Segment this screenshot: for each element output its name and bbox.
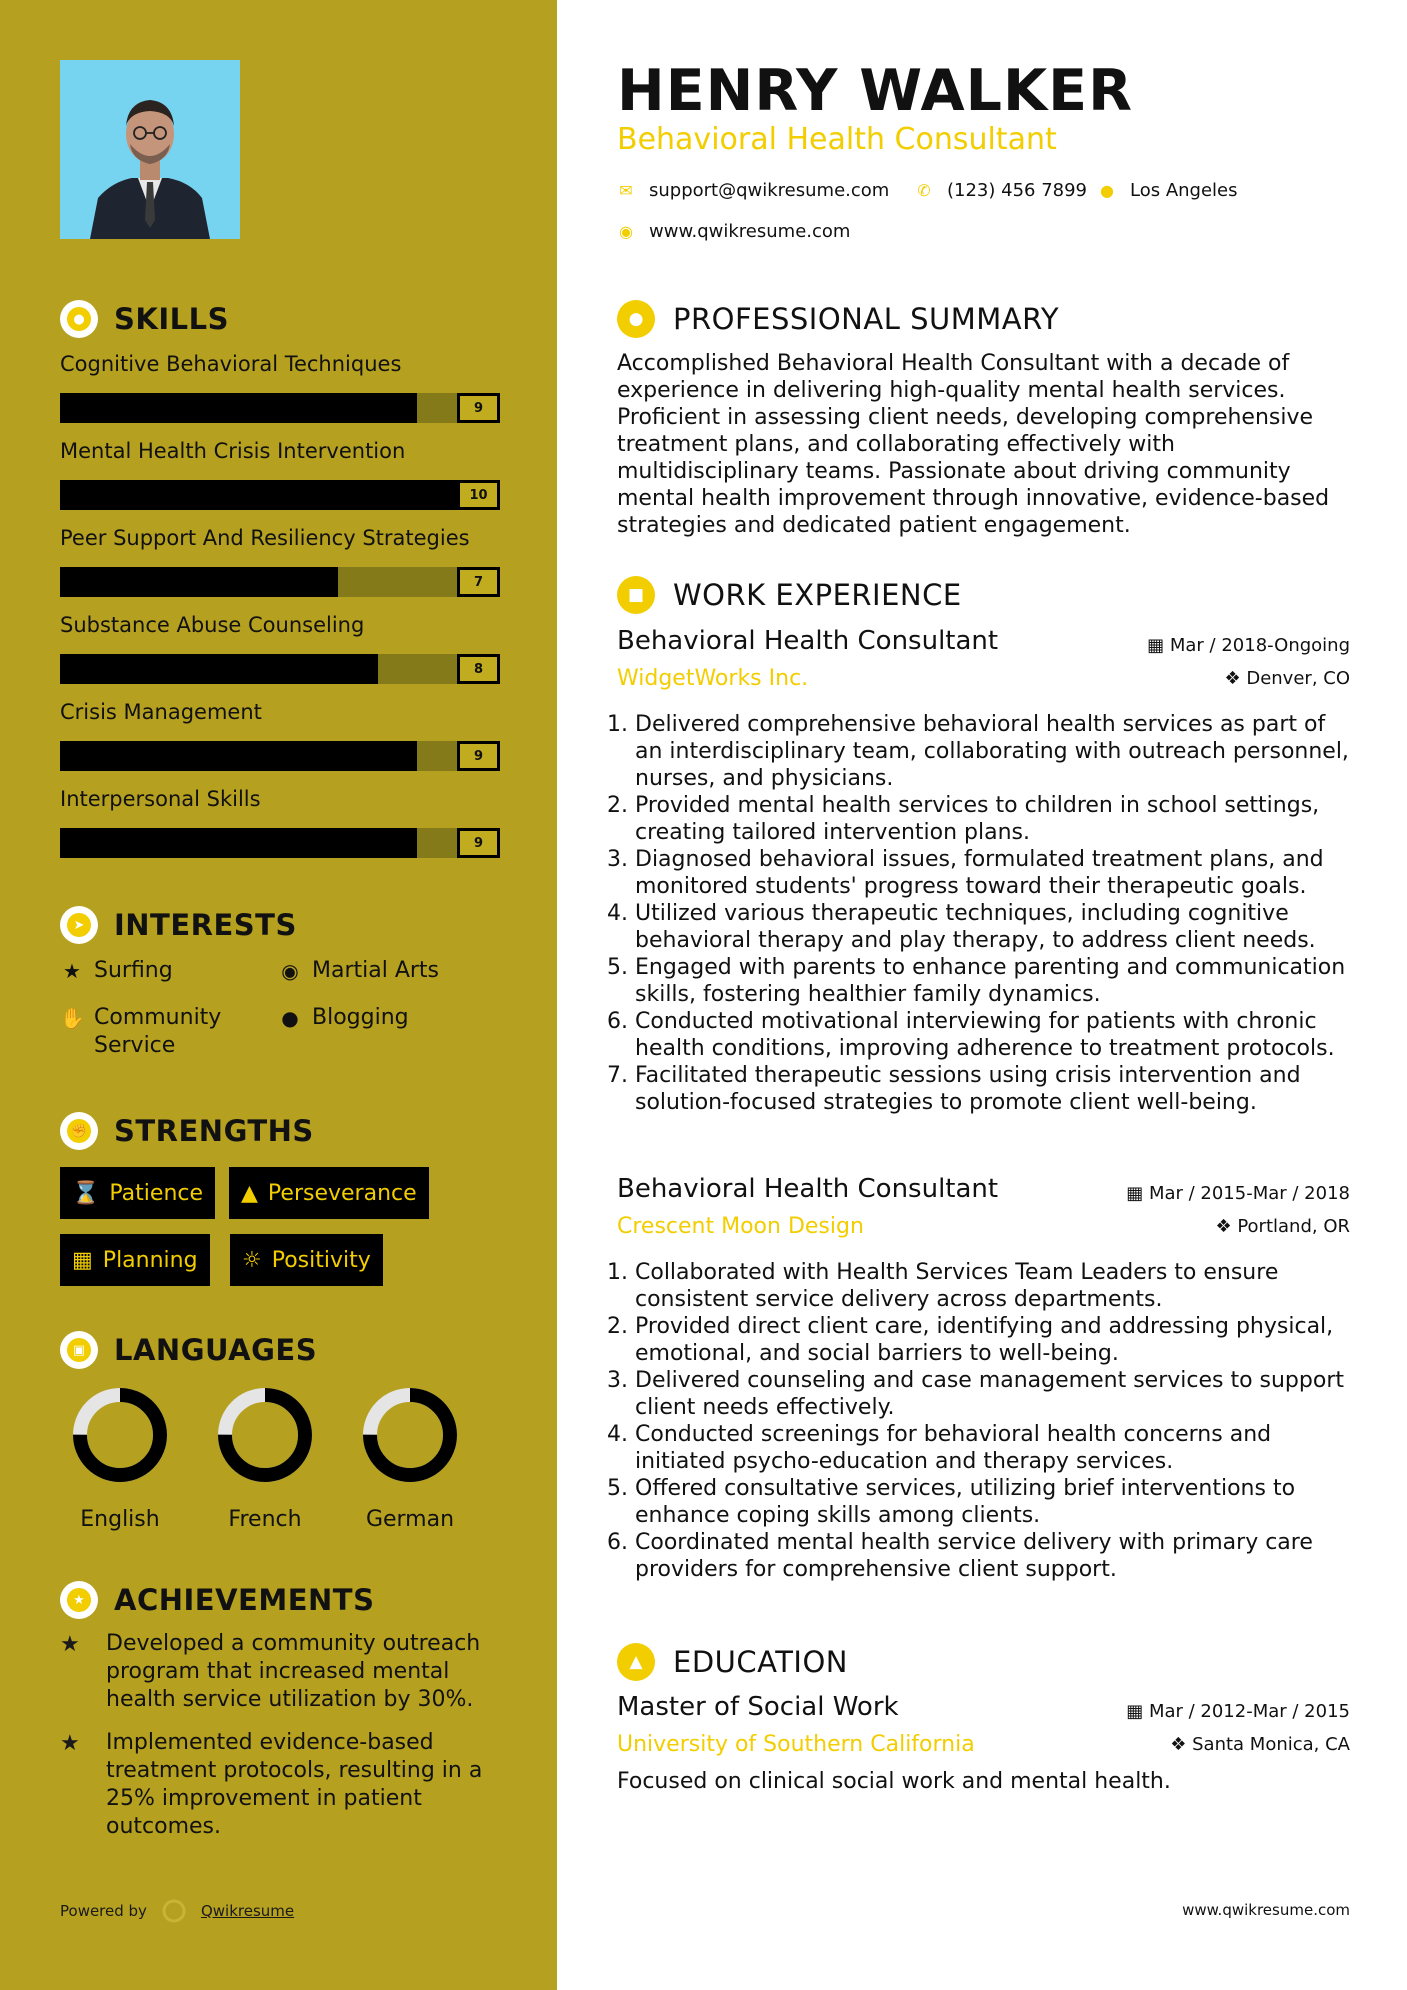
pin-icon: ❖	[1215, 1216, 1238, 1237]
job-title: Behavioral Health Consultant	[617, 1174, 999, 1204]
skill-item	[60, 613, 500, 684]
job-date-text: Mar / 2015-Mar / 2018	[1148, 1183, 1350, 1204]
skill-score: 9	[457, 828, 500, 858]
strength-label: Positivity	[271, 1247, 371, 1273]
job-location-text: Denver, CO	[1246, 668, 1350, 689]
job-entry	[617, 626, 1350, 1116]
skill-name: Cognitive Behavioral Techniques	[60, 352, 402, 376]
phone-text: (123) 456 7899	[947, 180, 1088, 201]
map-pin-icon: ●	[1100, 181, 1114, 200]
summary-header	[617, 300, 1059, 338]
skill-fill	[60, 654, 378, 684]
skill-score: 10	[457, 480, 500, 510]
skill-score: 9	[457, 393, 500, 423]
strength-label: Planning	[102, 1247, 198, 1273]
strength-badge	[230, 1234, 383, 1286]
skill-bar	[60, 828, 500, 858]
qwikresume-link[interactable]: Qwikresume	[200, 1902, 295, 1920]
graduation-icon: ▲	[617, 1643, 655, 1681]
calendar-icon: ▦	[72, 1247, 93, 1273]
education-description: Focused on clinical social work and mental health.	[617, 1769, 1171, 1794]
interest-item	[278, 957, 439, 985]
skill-bar	[60, 567, 500, 597]
website-text[interactable]: www.qwikresume.com	[649, 221, 851, 242]
language-card-icon: ▣	[60, 1331, 98, 1369]
language-item	[60, 1385, 180, 1532]
experience-heading: WORK EXPERIENCE	[673, 578, 962, 612]
job-company: Crescent Moon Design	[617, 1214, 864, 1239]
skill-item	[60, 352, 500, 423]
interest-item	[278, 1004, 409, 1032]
achievement-item	[60, 1630, 500, 1714]
pin-icon: ❖	[1224, 668, 1247, 689]
language-name: English	[80, 1507, 160, 1532]
language-item	[350, 1385, 470, 1532]
job-location-text: Portland, OR	[1237, 1216, 1350, 1237]
interest-item	[60, 1004, 240, 1060]
interest-label: Surfing	[94, 958, 173, 983]
powered-by-label: Powered by	[60, 1902, 147, 1920]
lightbulb-icon: ●	[60, 300, 98, 338]
strength-badge	[60, 1167, 215, 1219]
job-bullet: 3. Delivered counseling and case management services to support client needs effectively.	[635, 1367, 1350, 1421]
summary-heading: PROFESSIONAL SUMMARY	[673, 302, 1060, 336]
job-bullet: 2. Provided mental health services to children in school settings, creating tailored intervention plans.	[635, 792, 1350, 846]
skill-fill	[60, 393, 417, 423]
language-name: German	[365, 1507, 455, 1532]
skills-header	[60, 300, 229, 338]
skill-fill	[60, 828, 417, 858]
hand-icon: ✋	[60, 1006, 85, 1030]
job-bullet: 4. Conducted screenings for behavioral health concerns and initiated psycho-education and therapy services.	[635, 1421, 1350, 1475]
degree-title: Master of Social Work	[617, 1692, 899, 1722]
education-heading: EDUCATION	[673, 1645, 849, 1679]
skill-item	[60, 526, 500, 597]
strengths-heading: STRENGTHS	[114, 1114, 314, 1148]
job-bullets	[617, 711, 1350, 1116]
job-bullet: 7. Facilitated therapeutic sessions using crisis intervention and solution-focused strategies to promote client well-being.	[635, 1062, 1350, 1116]
achievement-item	[60, 1729, 500, 1841]
footer-website[interactable]: www.qwikresume.com	[1182, 1901, 1350, 1919]
job-date-text: Mar / 2018-Ongoing	[1169, 635, 1350, 656]
hourglass-icon: ⌛	[72, 1180, 100, 1206]
skill-score: 7	[457, 567, 500, 597]
pin-icon: ❖	[1170, 1734, 1193, 1755]
profile-photo	[60, 60, 240, 239]
skill-fill	[60, 480, 457, 510]
achievement-text: Developed a community outreach program that increased mental health service utilization by 30%.	[106, 1631, 481, 1712]
location-text: Los Angeles	[1130, 180, 1238, 201]
globe-icon: ◉	[619, 222, 633, 241]
skill-score: 8	[457, 654, 500, 684]
interest-item	[60, 957, 173, 985]
achievements-header	[60, 1581, 374, 1619]
language-name: French	[228, 1507, 302, 1532]
skill-item	[60, 439, 500, 510]
job-entry	[617, 1174, 1350, 1583]
calendar-icon: ▦	[1147, 635, 1170, 656]
language-ring	[215, 1385, 315, 1485]
skill-name: Interpersonal Skills	[60, 787, 261, 811]
job-bullet: 6. Conducted motivational interviewing for patients with chronic health conditions, improving adherence to treatment protocols.	[635, 1008, 1350, 1062]
calendar-icon: ▦	[1126, 1183, 1149, 1204]
job-date	[1126, 1183, 1350, 1204]
job-date	[1147, 635, 1350, 656]
skill-item	[60, 787, 500, 858]
interest-label: Martial Arts	[312, 958, 440, 983]
globe-icon: ◉	[281, 959, 299, 983]
skill-name: Peer Support And Resiliency Strategies	[60, 526, 470, 550]
experience-header	[617, 576, 962, 614]
school-name: University of Southern California	[617, 1732, 975, 1757]
job-bullet: 4. Utilized various therapeutic techniques, including cognitive behavioral therapy and play therapy, to address client needs.	[635, 900, 1350, 954]
languages-header	[60, 1331, 317, 1369]
job-bullet: 3. Diagnosed behavioral issues, formulated treatment plans, and monitored students' progress toward their therapeutic goals.	[635, 846, 1350, 900]
contact-email	[617, 180, 889, 201]
paper-plane-icon: ➤	[60, 906, 98, 944]
education-location-text: Santa Monica, CA	[1192, 1734, 1350, 1755]
language-ring	[70, 1385, 170, 1485]
job-company: WidgetWorks Inc.	[617, 666, 809, 691]
skill-bar	[60, 654, 500, 684]
education-date-text: Mar / 2012-Mar / 2015	[1148, 1701, 1350, 1722]
strength-badge	[60, 1234, 210, 1286]
skill-bar	[60, 480, 500, 510]
job-title: Behavioral Health Consultant	[617, 626, 999, 656]
skill-fill	[60, 567, 338, 597]
strength-badge	[229, 1167, 429, 1219]
medal-icon: ★	[60, 1581, 98, 1619]
job-location	[1224, 668, 1350, 689]
education-date	[1126, 1701, 1350, 1722]
job-bullet: 1. Collaborated with Health Services Team Leaders to ensure consistent service delivery across departments.	[635, 1259, 1350, 1313]
job-bullet: 5. Offered consultative services, utilizing brief interventions to enhance coping skills among clients.	[635, 1475, 1350, 1529]
star-icon: ★	[63, 959, 81, 983]
language-ring	[360, 1385, 460, 1485]
star-burst-icon: ★	[60, 1632, 80, 1657]
skill-fill	[60, 741, 417, 771]
contact-location	[1098, 180, 1238, 201]
achievement-text: Implemented evidence-based treatment protocols, resulting in a 25% improvement in patient outcomes.	[106, 1730, 483, 1839]
strength-label: Perseverance	[267, 1180, 417, 1206]
candidate-name: HENRY WALKER	[617, 58, 1133, 124]
languages-heading: LANGUAGES	[114, 1333, 318, 1367]
sun-icon: ☼	[242, 1247, 262, 1273]
interest-label: Community Service	[94, 1005, 222, 1058]
education-header	[617, 1643, 848, 1681]
chair-icon: ■	[617, 576, 655, 614]
email-text[interactable]: support@qwikresume.com	[649, 180, 890, 201]
job-bullets	[617, 1259, 1350, 1583]
strength-label: Patience	[109, 1180, 204, 1206]
skills-heading: SKILLS	[114, 302, 229, 336]
skill-score: 9	[457, 741, 500, 771]
language-item	[205, 1385, 325, 1532]
job-bullet: 1. Delivered comprehensive behavioral health services as part of an interdisciplinary team, collaborating with outreach personnel, nurses, and physicians.	[635, 711, 1350, 792]
calendar-icon: ▦	[1126, 1701, 1149, 1722]
qwikresume-logo-icon	[161, 1898, 187, 1924]
skill-item	[60, 700, 500, 771]
star-burst-icon: ★	[60, 1731, 80, 1756]
skill-bar	[60, 393, 500, 423]
footer-powered-by	[60, 1898, 294, 1924]
strengths-header	[60, 1112, 314, 1150]
road-icon: ▲	[241, 1180, 258, 1206]
job-location	[1215, 1216, 1350, 1237]
phone-icon: ✆	[917, 181, 931, 200]
candidate-title: Behavioral Health Consultant	[617, 122, 1057, 157]
envelope-icon: ✉	[619, 181, 633, 200]
user-icon: ●	[617, 300, 655, 338]
skill-name: Mental Health Crisis Intervention	[60, 439, 406, 463]
job-bullet: 2. Provided direct client care, identifying and addressing physical, emotional, and social barriers to well-being.	[635, 1313, 1350, 1367]
job-bullet: 5. Engaged with parents to enhance parenting and communication skills, fostering healthier family dynamics.	[635, 954, 1350, 1008]
fist-icon: ✊	[60, 1112, 98, 1150]
skill-name: Crisis Management	[60, 700, 262, 724]
education-entry	[617, 1692, 1350, 1794]
contact-website	[617, 221, 850, 242]
interest-label: Blogging	[312, 1005, 409, 1030]
users-icon: ●	[281, 1006, 299, 1030]
education-location	[1170, 1734, 1350, 1755]
achievements-heading: ACHIEVEMENTS	[114, 1583, 375, 1617]
interests-heading: INTERESTS	[114, 908, 297, 942]
job-bullet: 6. Coordinated mental health service delivery with primary care providers for comprehensive client support.	[635, 1529, 1350, 1583]
skill-bar	[60, 741, 500, 771]
contact-phone	[915, 180, 1087, 201]
interests-header	[60, 906, 297, 944]
summary-text: Accomplished Behavioral Health Consultant with a decade of experience in delivering high-quality mental health services. Proficient in assessing client needs, developing comprehensive treatment plans, and collaborating effectively with multidisciplinary teams. Passionate about driving community mental health improvement through innovative, evidence-based strategies and dedicated patient engagement.	[617, 351, 1330, 538]
skill-name: Substance Abuse Counseling	[60, 613, 365, 637]
